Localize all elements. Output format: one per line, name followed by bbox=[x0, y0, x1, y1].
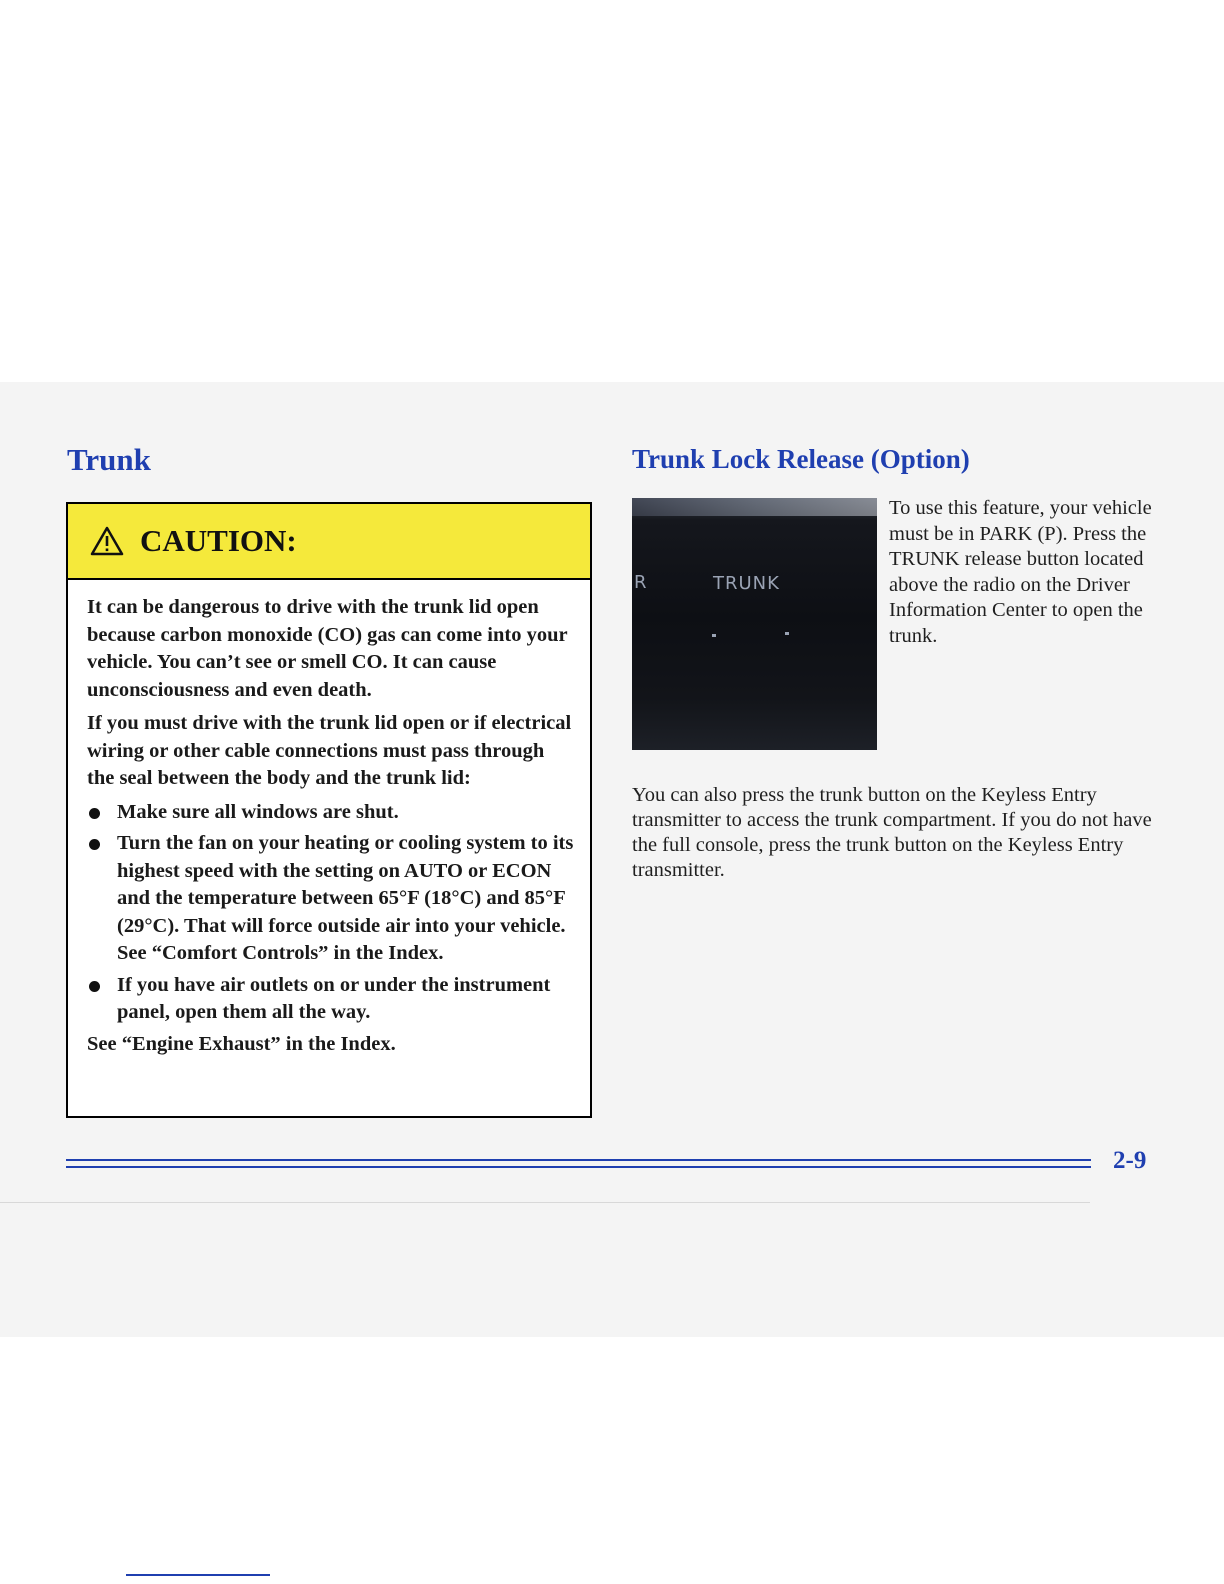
list-item bbox=[87, 972, 574, 1027]
page-edge-line bbox=[0, 1202, 1090, 1203]
caution-bullet-list bbox=[87, 799, 574, 1027]
section-heading-trunk: Trunk bbox=[67, 442, 151, 477]
caution-title: CAUTION: bbox=[140, 523, 297, 558]
caution-box bbox=[66, 502, 592, 1118]
list-item-text: Make sure all windows are shut. bbox=[117, 800, 399, 823]
caution-footer: See “Engine Exhaust” in the Index. bbox=[87, 1032, 396, 1055]
photo-label-r: R bbox=[634, 572, 647, 593]
photo-trim bbox=[632, 498, 877, 516]
indicator-dot bbox=[785, 632, 789, 635]
photo-label-trunk: TRUNK bbox=[713, 573, 780, 594]
indicator-dot bbox=[712, 634, 716, 637]
footer-underline bbox=[126, 1574, 270, 1576]
caution-body bbox=[68, 580, 590, 1058]
footer-rule bbox=[66, 1159, 1091, 1168]
bullet-icon bbox=[89, 981, 100, 992]
list-item bbox=[87, 830, 574, 968]
keyless-entry-text: You can also press the trunk button on the Keyless Entry transmitter to access the trunk compartment. If you do not have the full console, press the trunk button on the Keyless Entry transmitter. bbox=[632, 784, 1152, 881]
section-heading-trunk-lock-release: Trunk Lock Release (Option) bbox=[632, 444, 970, 474]
trunk-release-instructions: To use this feature, your vehicle must be in PARK (P). Press the TRUNK release button located above the radio on the Driver Information Center to open the trunk. bbox=[889, 497, 1152, 647]
caution-paragraph: It can be dangerous to drive with the trunk lid open because carbon monoxide (CO) gas can come into your vehicle. You can’t see or smell CO. It can cause unconsciousness and even death. bbox=[87, 596, 568, 701]
trunk-button-photo bbox=[632, 498, 877, 750]
list-item-text: Turn the fan on your heating or cooling system to its highest speed with the setting on AUTO or ECON and the temperature between 65°F (18°C) and 85°F (29°C). That will force outside air into your vehicle. See “Comfort Controls” in the Index. bbox=[117, 832, 574, 964]
warning-triangle-icon bbox=[90, 526, 124, 556]
caution-header bbox=[68, 504, 590, 580]
bullet-icon bbox=[89, 808, 100, 819]
bullet-icon bbox=[89, 839, 100, 850]
caution-paragraph: If you must drive with the trunk lid open or if electrical wiring or other cable connections must pass through the seal between the body and the trunk lid: bbox=[87, 712, 572, 789]
page-number: 2-9 bbox=[1113, 1147, 1147, 1174]
list-item-text: If you have air outlets on or under the instrument panel, open them all the way. bbox=[117, 973, 551, 1023]
list-item bbox=[87, 799, 574, 827]
